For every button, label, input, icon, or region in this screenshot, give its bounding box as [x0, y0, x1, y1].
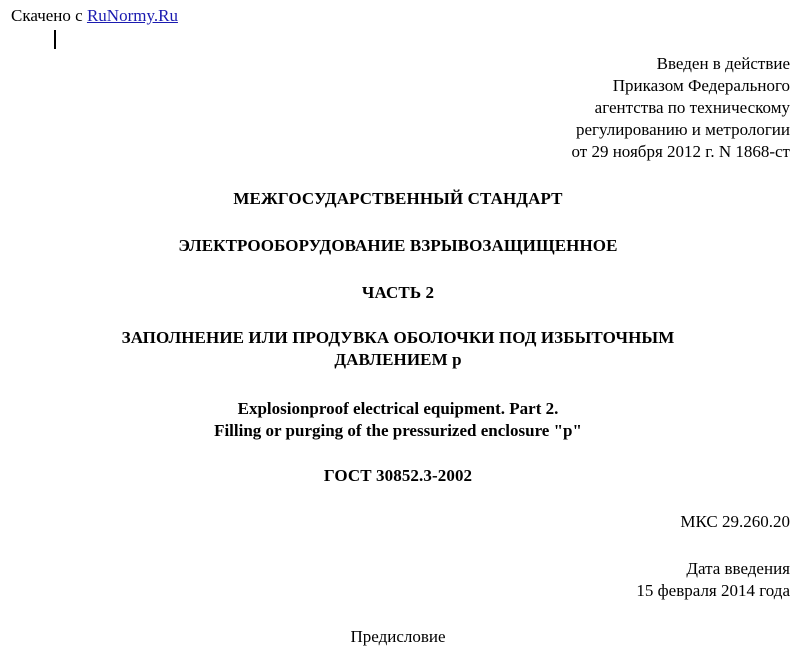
foreword-heading: Предисловие — [350, 627, 446, 646]
enactment-line-1: Введен в действие — [656, 54, 790, 73]
interstate-standard-heading: МЕЖГОСУДАРСТВЕННЫЙ СТАНДАРТ — [233, 189, 563, 208]
enactment-line-3: агентства по техническому — [594, 98, 790, 117]
download-prefix: Скачено с — [11, 6, 83, 25]
mks-code: МКС 29.260.20 — [680, 512, 790, 531]
subject-heading-line-2: ДАВЛЕНИЕМ р — [334, 350, 462, 369]
runormy-link[interactable]: RuNormy.Ru — [86, 6, 178, 25]
subject-heading-line-1: ЗАПОЛНЕНИЕ ИЛИ ПРОДУВКА ОБОЛОЧКИ ПОД ИЗБЫТОЧНЫМ — [121, 328, 675, 347]
english-title — [0, 398, 796, 442]
introduction-date-label: Дата введения — [686, 559, 790, 578]
introduction-date-value: 15 февраля 2014 года — [636, 581, 790, 600]
introduction-date — [390, 558, 790, 602]
english-title-line-2: Filling or purging of the pressurized enclosure "p" — [214, 421, 582, 440]
part-heading: ЧАСТЬ 2 — [361, 283, 435, 302]
subject-heading — [0, 327, 796, 371]
download-source-line — [11, 5, 178, 27]
gost-number: ГОСТ 30852.3-2002 — [323, 466, 473, 485]
enactment-line-5: от 29 ноября 2012 г. N 1868-ст — [571, 142, 790, 161]
text-cursor — [54, 30, 56, 49]
enactment-line-4: регулированию и метрологии — [575, 120, 790, 139]
enactment-line-2: Приказом Федерального — [612, 76, 790, 95]
enactment-notice — [390, 53, 790, 163]
equipment-heading: ЭЛЕКТРООБОРУДОВАНИЕ ВЗРЫВОЗАЩИЩЕННОЕ — [178, 236, 618, 255]
english-title-line-1: Explosionproof electrical equipment. Part 2. — [237, 399, 559, 418]
